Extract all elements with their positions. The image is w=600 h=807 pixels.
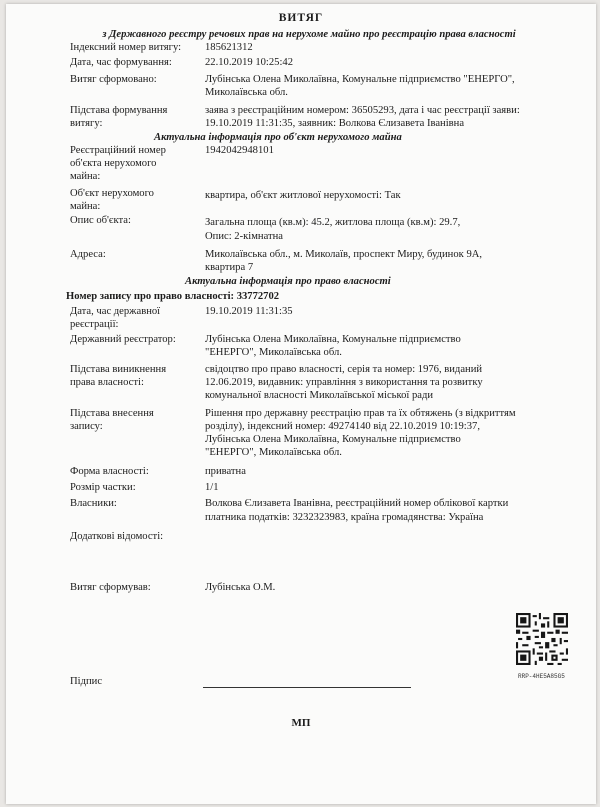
stamp-mark: МП <box>291 717 311 729</box>
address-label: Адреса: <box>70 249 106 260</box>
share-value: 1/1 <box>205 482 219 493</box>
index-value: 185621312 <box>205 42 253 53</box>
datetime-value: 22.10.2019 10:25:42 <box>205 57 293 68</box>
right-section-heading: Актуальна інформація про право власності <box>185 276 391 287</box>
regdate-label-line1: Дата, час державної <box>70 306 161 317</box>
entry-basis-value-line1: Рішення про державну реєстрацію прав та їх обтяжень (з відкриттям <box>205 408 516 419</box>
origin-label-line1: Підстава виникнення <box>70 364 167 375</box>
signature-line <box>203 687 411 688</box>
owners-label: Власники: <box>70 498 117 509</box>
formed-by-value: Лубінська О.М. <box>205 582 276 593</box>
object-value: квартира, об'єкт житлової нерухомості: Так <box>205 190 401 201</box>
entry-basis-value-line3: Лубінська Олена Миколаївна, Комунальне підприємство <box>205 434 461 445</box>
origin-value-line2: 12.06.2019, видавник: управління з використання та розвитку <box>205 377 483 388</box>
description-label: Опис об'єкта: <box>70 215 131 226</box>
ownership-form-label: Форма власності: <box>70 466 149 477</box>
regdate-label-line2: реєстрації: <box>70 319 119 330</box>
formed-value-line1: Лубінська Олена Миколаївна, Комунальне підприємство "ЕНЕРГО", <box>205 74 515 85</box>
signature-label: Підпис <box>70 676 103 687</box>
formed-by-label: Витяг сформував: <box>70 582 151 593</box>
document-page <box>6 4 596 804</box>
reg-number-label-line1: Реєстраційний номер <box>70 145 166 156</box>
index-label: Індексний номер витягу: <box>70 42 182 53</box>
basis-label-line2: витягу: <box>70 118 103 129</box>
entry-basis-value-line2: розділу), індексний номер: 49274140 від 22.10.2019 10:19:37, <box>205 421 480 432</box>
address-value-line1: Миколаївська обл., м. Миколаїв, проспект Миру, будинок 9А, <box>205 249 483 260</box>
basis-label-line1: Підстава формування <box>70 105 168 116</box>
basis-value-line2: 19.10.2019 11:31:35, заявник: Волкова Єлизавета Іванівна <box>205 118 465 129</box>
qr-code-icon <box>516 613 568 665</box>
share-label: Розмір частки: <box>70 482 136 493</box>
origin-label-line2: права власності: <box>70 377 144 388</box>
document-subtitle: з Державного реєстру речових прав на нерухоме майно про реєстрацію права власності <box>102 29 516 40</box>
owners-value-line2: платника податків: 3232323983, країна громадянства: Україна <box>205 512 484 523</box>
reg-number-label-line3: майна: <box>70 171 101 182</box>
registrar-label: Державний реєстратор: <box>70 334 176 345</box>
object-label-line1: Об'єкт нерухомого <box>70 188 154 199</box>
entry-basis-value-line4: "ЕНЕРГО", Миколаївська обл. <box>205 447 342 458</box>
description-value-line2: Опис: 2-кімнатна <box>205 231 283 242</box>
origin-value-line3: комунальної власності Миколаївської міської ради <box>205 390 434 401</box>
registrar-value-line2: "ЕНЕРГО", Миколаївська обл. <box>205 347 342 358</box>
regdate-value: 19.10.2019 11:31:35 <box>205 306 293 317</box>
additional-info-label: Додаткові відомості: <box>70 531 164 542</box>
description-value-line1: Загальна площа (кв.м): 45.2, житлова площа (кв.м): 29.7, <box>205 217 461 228</box>
object-label-line2: майна: <box>70 201 101 212</box>
origin-value-line1: свідоцтво про право власності, серія та номер: 1976, виданий <box>205 364 483 375</box>
formed-label: Витяг сформовано: <box>70 74 157 85</box>
reg-number-value: 1942042948101 <box>205 145 274 156</box>
ownership-form-value: приватна <box>205 466 246 477</box>
basis-value-line1: заява з реєстраційним номером: 36505293, дата і час реєстрації заяви: <box>205 105 520 116</box>
datetime-label: Дата, час формування: <box>70 57 172 68</box>
document-title: ВИТЯГ <box>278 12 324 24</box>
qr-code-text: RRP-4HE5A85G5 <box>518 673 565 680</box>
record-number: Номер запису про право власності: 33772702 <box>66 291 280 302</box>
object-section-heading: Актуальна інформація про об'єкт нерухомого майна <box>154 132 402 143</box>
reg-number-label-line2: об'єкта нерухомого <box>70 158 157 169</box>
owners-value-line1: Волкова Єлизавета Іванівна, реєстраційний номер облікової картки <box>205 498 509 509</box>
registrar-value-line1: Лубінська Олена Миколаївна, Комунальне підприємство <box>205 334 461 345</box>
entry-basis-label-line1: Підстава внесення <box>70 408 154 419</box>
address-value-line2: квартира 7 <box>205 262 254 273</box>
formed-value-line2: Миколаївська обл. <box>205 87 288 98</box>
entry-basis-label-line2: запису: <box>70 421 103 432</box>
